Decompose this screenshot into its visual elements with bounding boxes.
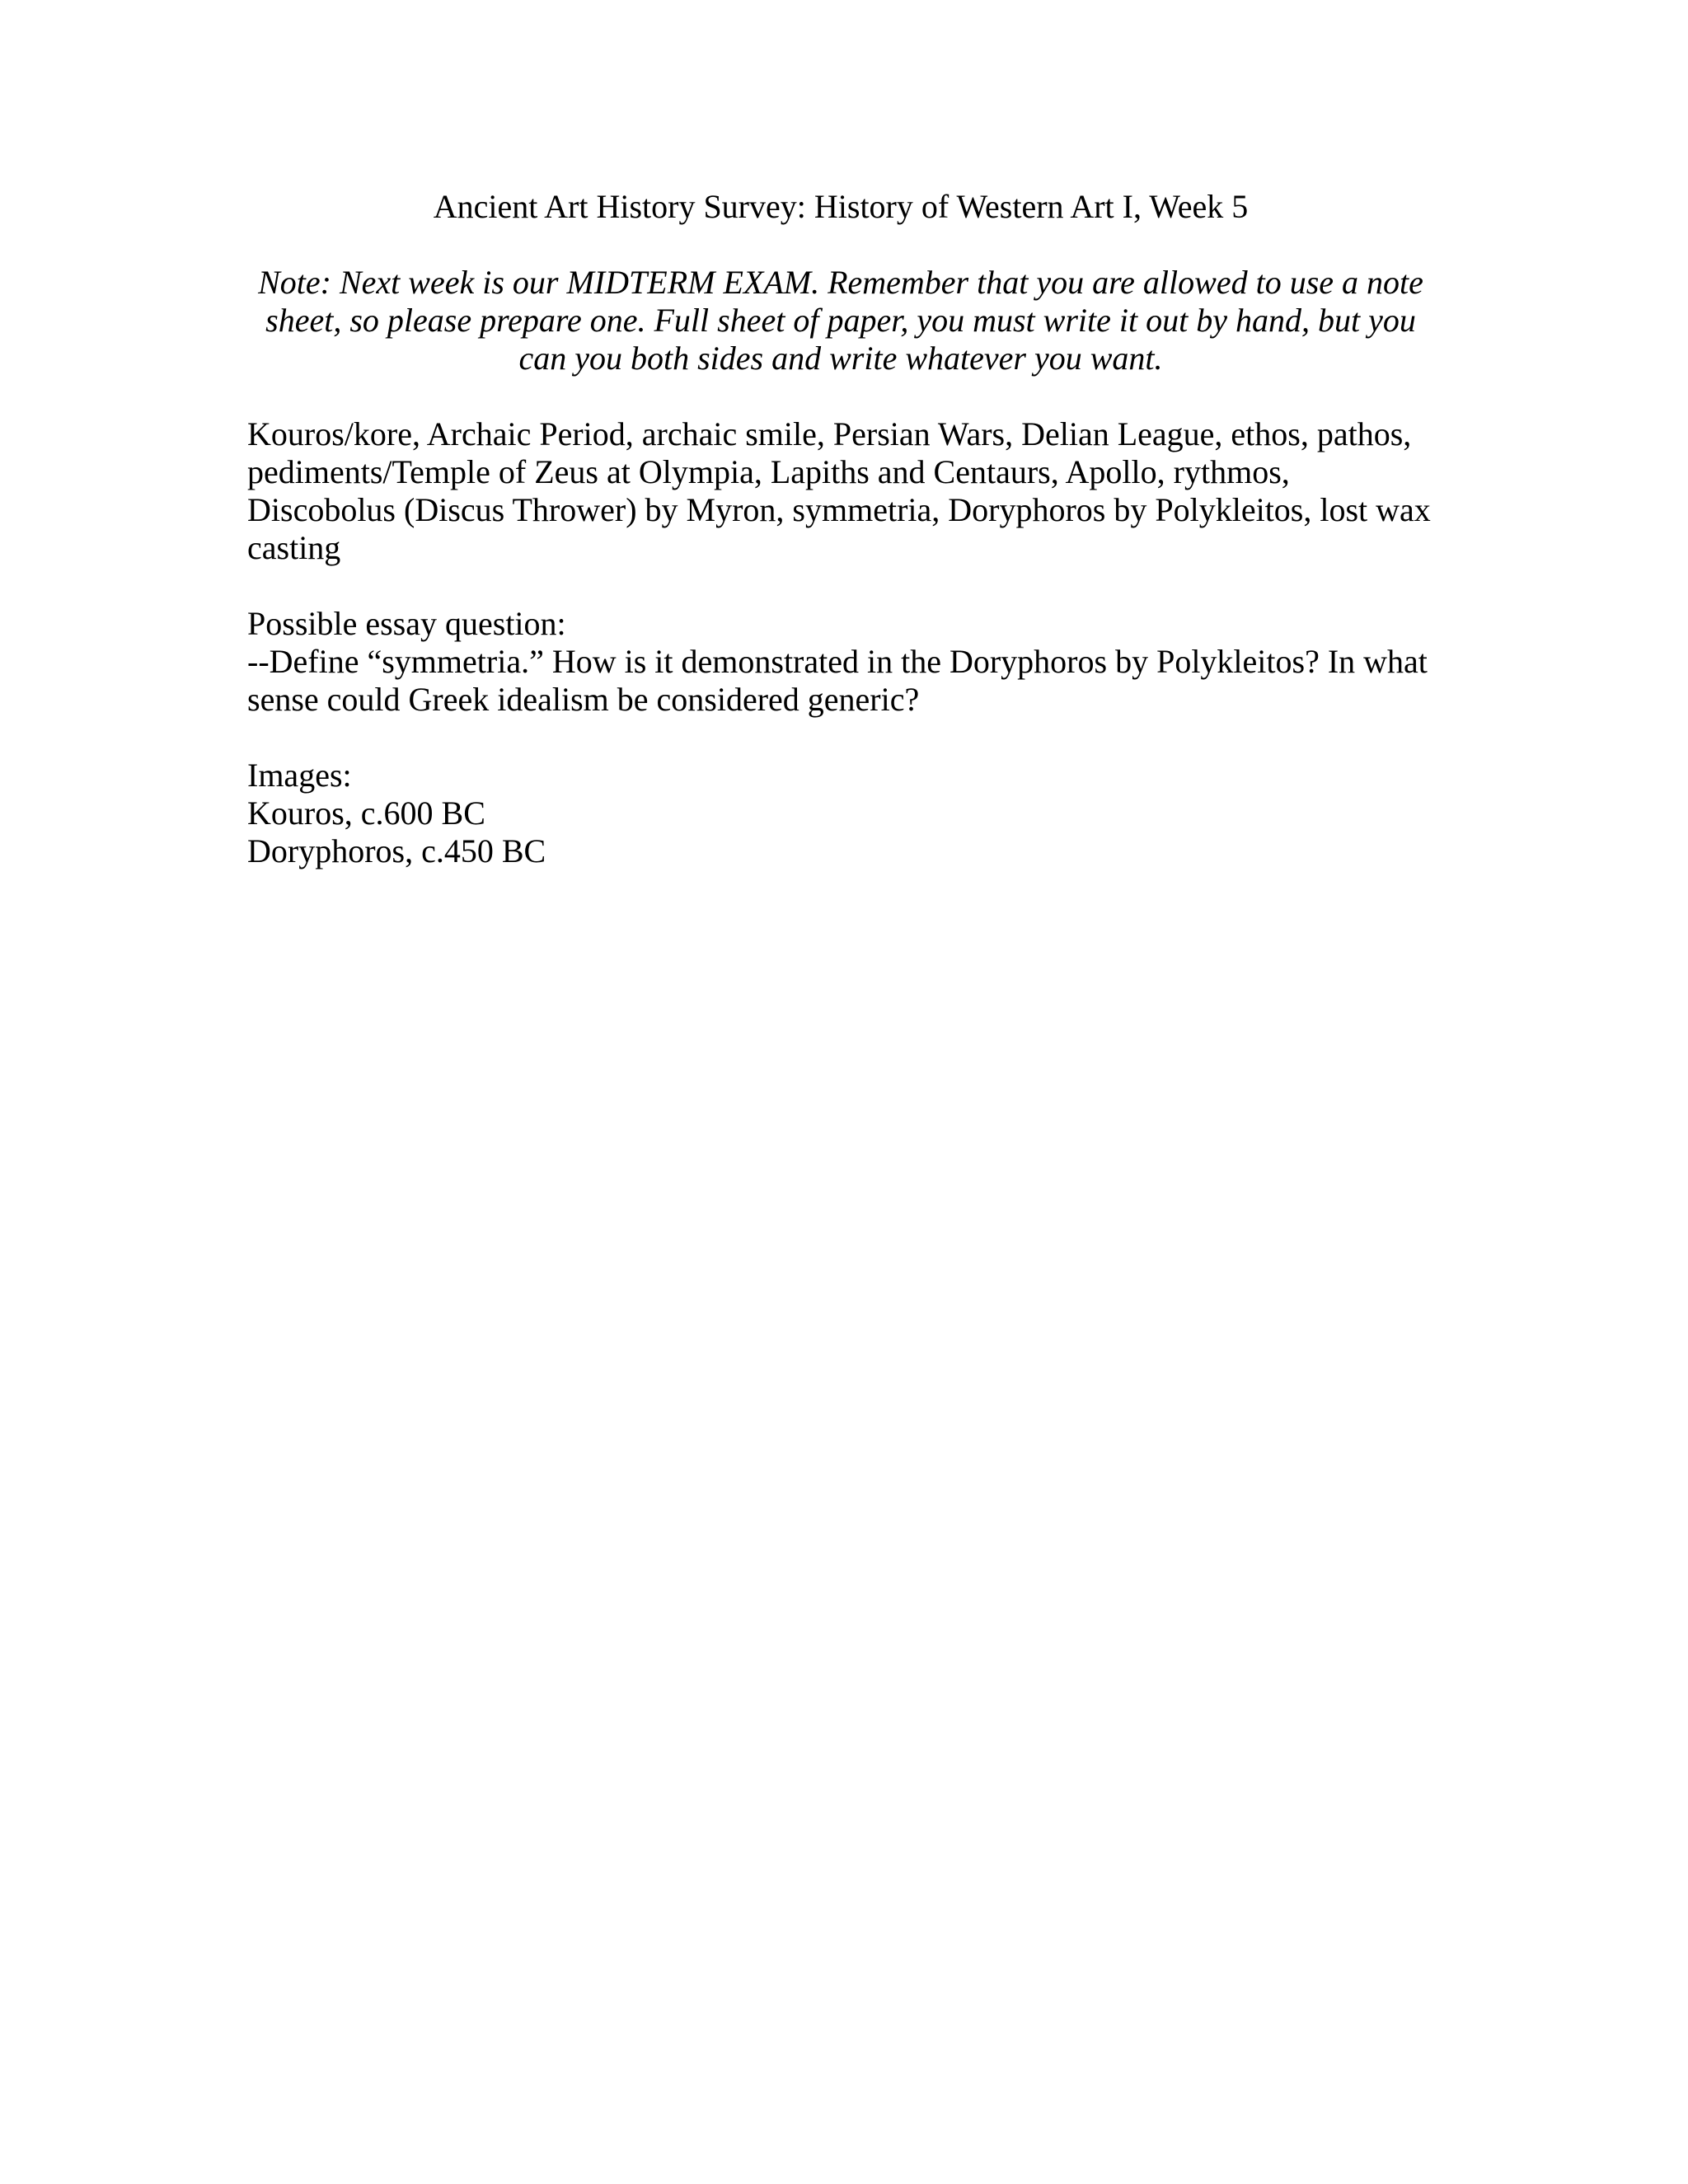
- key-terms: Kouros/kore, Archaic Period, archaic smile, Persian Wars, Delian League, ethos, pathos, pediments/Temple of Zeus at Olympia, Lapiths and Centaurs, Apollo, rythmos, Discobolus (Discus Thrower) by Myron, symmetria, Doryphoros by Polykleitos, lost wax casting: [247, 415, 1431, 566]
- image-item: Doryphoros, c.450 BC: [247, 832, 546, 869]
- images-section: [247, 757, 1434, 870]
- essay-section: [247, 605, 1434, 719]
- page-title: Ancient Art History Survey: History of Western Art I, Week 5: [433, 188, 1249, 225]
- essay-heading: Possible essay question:: [247, 605, 566, 642]
- document-body: [247, 188, 1434, 908]
- image-item: Kouros, c.600 BC: [247, 794, 485, 832]
- images-heading: Images:: [247, 757, 352, 794]
- essay-question: --Define “symmetria.” How is it demonstrated in the Doryphoros by Polykleitos? In what sense could Greek idealism be considered generic?: [247, 643, 1428, 718]
- midterm-note: Note: Next week is our MIDTERM EXAM. Remember that you are allowed to use a note sheet, so please prepare one. Full sheet of paper, you must write it out by hand, but you can you both sides and write whatever you want.: [258, 264, 1423, 377]
